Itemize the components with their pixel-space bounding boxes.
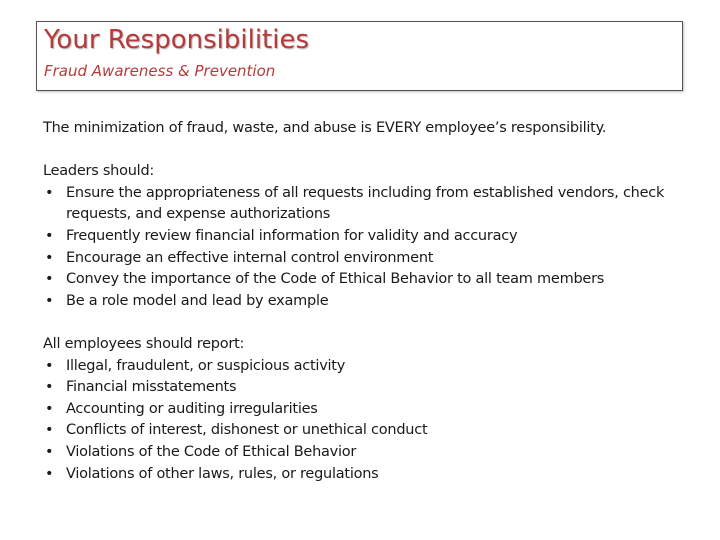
employees-list-item: • Illegal, fraudulent, or suspicious activity: [43, 356, 703, 378]
employees-list-item: • Violations of other laws, rules, or regulations: [43, 464, 703, 486]
page-title: Your Responsibilities: [44, 25, 310, 55]
employees-heading: All employees should report:: [43, 335, 245, 352]
leaders-list-item: • Convey the importance of the Code of Ethical Behavior to all team members: [43, 269, 703, 291]
page-subtitle: Fraud Awareness & Prevention: [44, 62, 276, 80]
employees-list: [43, 356, 703, 486]
intro-statement: The minimization of fraud, waste, and abuse is EVERY employee’s responsibility.: [43, 120, 607, 136]
header-box: [36, 21, 683, 91]
content-body: [43, 118, 703, 507]
leaders-list-item: • Encourage an effective internal control environment: [43, 248, 703, 270]
employees-list-item: • Violations of the Code of Ethical Behavior: [43, 442, 703, 464]
leaders-list-item: • Ensure the appropriateness of all requests including from established vendors, check requests, and expense authorizations: [43, 183, 703, 226]
leaders-list-item: • Be a role model and lead by example: [43, 291, 703, 313]
employees-list-item: • Financial misstatements: [43, 377, 703, 399]
leaders-list-item: • Frequently review financial information for validity and accuracy: [43, 226, 703, 248]
leaders-list: [43, 183, 703, 313]
leaders-heading: Leaders should:: [43, 163, 155, 180]
employees-list-item: • Conflicts of interest, dishonest or unethical conduct: [43, 420, 703, 442]
employees-list-item: • Accounting or auditing irregularities: [43, 399, 703, 421]
